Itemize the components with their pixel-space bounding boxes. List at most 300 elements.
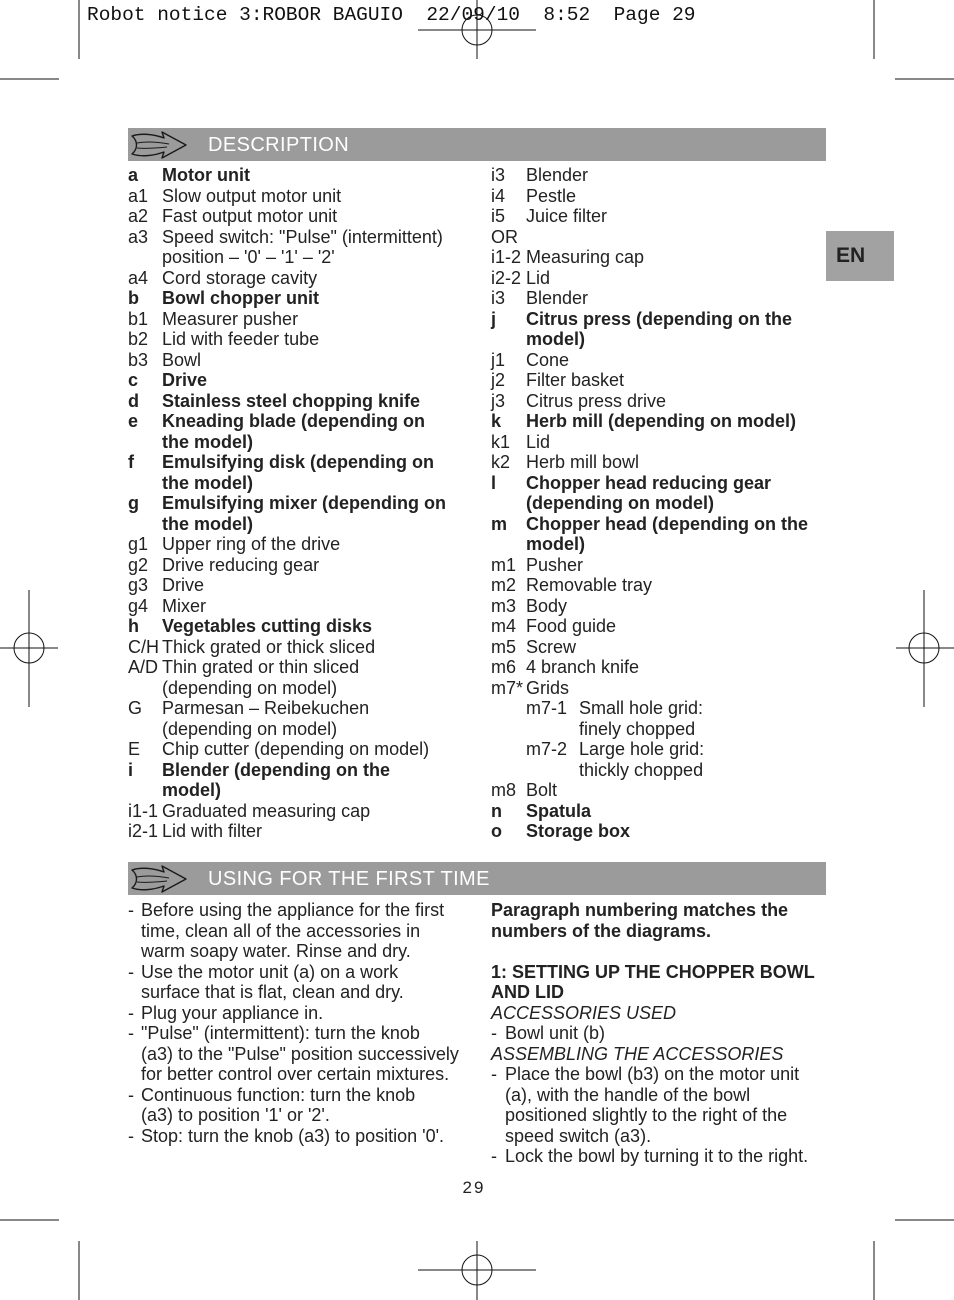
item-label-line: Vegetables cutting disks [162,616,373,636]
description-item-i2-1 [128,821,488,842]
item-label [526,555,826,576]
item-code: i2-1 [128,821,159,841]
item-label-line: 4 branch knife [526,657,640,677]
description-item-f [128,452,488,493]
subitem-label [579,739,826,780]
item-label-line: Lid with feeder tube [162,329,320,349]
item-code: g3 [128,575,149,595]
item-code: f [128,452,134,472]
description-item-i4 [491,186,826,207]
description-item-a3 [128,227,488,268]
instruction-subheading [491,1003,826,1024]
item-label [162,616,488,637]
item-code: d [128,390,139,411]
description-item-k [491,411,826,432]
subitem-label-line: finely chopped [579,718,696,739]
item-label-line: Juice filter [526,206,608,226]
item-code: m1 [491,554,517,575]
description-item-h [128,616,488,637]
instruction-step [491,1023,826,1044]
item-code: k [491,411,502,431]
instruction-step [128,1126,478,1147]
description-item-m1 [491,555,826,576]
item-code: g [128,493,139,513]
item-label [526,637,826,658]
item-label-line: Slow output motor unit [162,185,342,206]
item-label-line: model) [526,329,586,349]
item-label-line: Drive [162,370,208,390]
item-label-line: Food guide [526,616,617,636]
instruction-text [141,1023,478,1085]
item-label [162,186,488,207]
item-label [162,411,488,452]
item-label [526,350,826,371]
item-label-line: Filter basket [526,370,625,390]
instruction-line: for better control over certain mixtures. [141,1064,450,1084]
item-label [526,801,826,822]
description-item-m5 [491,637,826,658]
description-item-k2 [491,452,826,473]
item-label-line: model) [162,780,222,800]
item-label [162,391,488,412]
description-item-k1 [491,432,826,453]
description-item-j3 [491,391,826,412]
item-label-line: the model) [162,472,254,493]
item-label [162,452,488,493]
description-item-l [491,473,826,514]
item-code: b3 [128,349,149,370]
item-code: e [128,411,139,431]
instruction-text [141,962,478,1003]
instruction-line: Before using the appliance for the first [141,900,445,920]
item-code: j [491,308,497,329]
description-item-m4 [491,616,826,637]
item-label-line: Thick grated or thick sliced [162,636,376,657]
description-item-m [491,514,826,555]
description-item-a4 [128,268,488,289]
item-label-line: Fast output motor unit [162,206,338,226]
item-label-line: Storage box [526,821,631,841]
item-label [526,780,826,801]
item-label-line: Screw [526,636,577,657]
instruction-line: Paragraph numbering matches the [491,900,789,920]
item-label [162,739,488,760]
item-label [526,452,826,473]
description-item-g2 [128,555,488,576]
item-code: i [128,759,134,780]
description-item-b2 [128,329,488,350]
item-label-line: Chopper head reducing gear [526,472,772,493]
item-label [526,514,826,555]
item-label [162,493,488,534]
item-label [162,288,488,309]
item-label-line: Blender [526,165,589,185]
item-label [162,329,488,350]
item-label [526,432,826,453]
item-code: m5 [491,636,517,657]
item-label-line: model) [526,534,586,554]
instruction-text [141,1003,478,1024]
instruction-line: numbers of the diagrams. [491,920,712,941]
description-item-g1 [128,534,488,555]
instruction-text [141,1085,478,1126]
item-label-line: (depending on model) [162,718,338,739]
description-item-i3 [491,165,826,186]
first-use-instructions-left [128,900,478,1146]
instruction-note [491,900,826,941]
instruction-line: Place the bowl (b3) on the motor unit [505,1064,800,1084]
item-label-line: the model) [162,513,254,534]
subitem-label-line: Large hole grid: [579,739,705,759]
item-label [526,473,826,514]
item-code: g4 [128,595,149,616]
subitem-label [579,698,826,739]
item-label [526,678,826,781]
item-code: i1-1 [128,800,159,821]
bullet-dash: - [128,1002,134,1023]
arrow-icon [131,864,187,894]
item-code: b2 [128,329,149,349]
subitem-code: m7-2 [526,739,568,759]
registration-mark-left-circle [14,633,44,663]
item-label-line: Parmesan – Reibekuchen [162,698,370,718]
item-label [526,821,826,842]
item-label-line: Body [526,595,568,616]
instruction-line: surface that is flat, clean and dry. [141,982,404,1002]
item-code: k2 [491,452,511,472]
instruction-subheading [491,1044,826,1065]
item-label-line: Blender (depending on the [162,759,390,780]
item-label-line: Cord storage cavity [162,267,318,288]
print-slug: Robot notice 3:ROBOR BAGUIO 22/09/10 8:52 Page 29 [87,4,696,26]
item-label-line: Bowl chopper unit [162,288,319,308]
item-label-line: (depending on model) [162,677,338,698]
item-label-line: Lid [526,431,551,452]
item-label-line: Graduated measuring cap [162,800,371,821]
item-code: l [491,472,497,493]
item-code: a1 [128,185,149,206]
item-label-line: Chopper head (depending on the [526,513,808,534]
item-code: b [128,288,139,308]
item-label [526,370,826,391]
item-label-line: Thin grated or thin sliced [162,657,360,677]
item-label-line: Grids [526,677,570,698]
description-item-i1-2 [491,247,826,268]
section-title: USING FOR THE FIRST TIME [208,868,490,890]
item-code: G [128,698,143,718]
item-label-line: Kneading blade (depending on [162,411,425,431]
item-label [526,206,826,227]
item-label [162,534,488,555]
instruction-step [128,962,478,1003]
item-code: E [128,739,141,759]
instruction-line: positioned slightly to the right of the [505,1105,788,1125]
instruction-text [491,962,826,1003]
item-label-line: Citrus press drive [526,390,667,411]
item-label [162,555,488,576]
description-item-j1 [491,350,826,371]
item-code: A/D [128,657,159,677]
description-item-m3 [491,596,826,617]
item-label [162,309,488,330]
instruction-line: (a3) to position '1' or '2'. [141,1105,330,1125]
item-label [162,637,488,658]
item-label [162,350,488,371]
first-use-instructions-right [491,900,826,1167]
item-label-line: (depending on model) [526,493,714,513]
item-label-line: Spatula [526,800,592,821]
item-code: a2 [128,206,149,226]
item-code: i4 [491,185,506,206]
description-item-i [128,760,488,801]
item-label-line: Motor unit [162,165,250,185]
item-label [162,596,488,617]
item-label-line: Emulsifying disk (depending on [162,452,435,472]
description-item-g [128,493,488,534]
instruction-step [128,1085,478,1126]
instruction-text [505,1146,826,1167]
item-code: j3 [491,390,506,411]
instruction-text [491,900,826,941]
language-tab-label: EN [836,244,866,267]
section-header-first-use [128,862,826,895]
item-label [526,596,826,617]
item-label [526,657,826,678]
item-label [526,288,826,309]
instruction-text [505,1064,826,1146]
instruction-line: 1: SETTING UP THE CHOPPER BOWL [491,961,815,982]
instruction-line: "Pulse" (intermittent): turn the knob [141,1023,420,1043]
item-code: g1 [128,534,149,554]
item-code: m4 [491,616,517,636]
description-item-a1 [128,186,488,207]
language-tab [826,231,894,281]
description-item-m6 [491,657,826,678]
instruction-line: warm soapy water. Rinse and dry. [141,941,411,961]
description-item-o [491,821,826,842]
item-label-line: position – '0' – '1' – '2' [162,247,335,267]
subitem-label-line: Small hole grid: [579,698,704,718]
item-label-line: Herb mill bowl [526,452,640,472]
item-label [162,575,488,596]
item-code: g2 [128,554,149,575]
bullet-dash: - [491,1146,497,1166]
item-label [526,186,826,207]
item-code: j1 [491,349,506,370]
description-item-e [128,739,488,760]
item-label [162,760,488,801]
instruction-heading [491,962,826,1003]
item-code: m [491,513,508,534]
item-label [526,391,826,412]
item-code: a [128,165,139,185]
bullet-dash: - [128,1023,134,1043]
description-item-i2-2 [491,268,826,289]
item-label-line: Pusher [526,554,584,575]
item-label-line: Lid [526,267,551,288]
item-label-line: Emulsifying mixer (depending on [162,493,447,513]
item-label [162,268,488,289]
item-code: i3 [491,165,506,185]
item-label [526,411,826,432]
instruction-line: ACCESSORIES USED [491,1002,677,1023]
item-code: C/H [128,636,159,657]
item-code: o [491,821,502,841]
item-label-line: the model) [162,431,254,452]
item-code: i1-2 [491,247,522,267]
item-label [526,575,826,596]
item-code: b1 [128,308,149,329]
description-item-or [491,227,826,248]
bullet-dash: - [491,1023,497,1043]
description-item-e [128,411,488,452]
subitem-code: m7-1 [526,698,568,718]
item-code: c [128,370,139,390]
instruction-line: speed switch (a3). [505,1125,652,1146]
instruction-step [128,1023,478,1085]
item-label-line: Drive reducing gear [162,554,320,575]
description-item-c-h [128,637,488,658]
item-code: k1 [491,431,511,452]
item-label-line: Chip cutter (depending on model) [162,739,430,759]
item-code: a4 [128,267,149,288]
instruction-line: ASSEMBLING THE ACCESSORIES [491,1043,784,1064]
instruction-step [491,1064,826,1146]
instruction-line: AND LID [491,982,564,1002]
instruction-text [141,900,478,962]
description-item-g3 [128,575,488,596]
item-label [162,165,488,186]
item-code: m6 [491,657,517,677]
item-code: m8 [491,780,517,800]
description-item-n [491,801,826,822]
item-code: OR [491,226,518,247]
item-label [162,657,488,698]
bullet-dash: - [128,1125,134,1146]
instruction-line: Stop: turn the knob (a3) to position '0'. [141,1125,445,1146]
item-label-line: Speed switch: "Pulse" (intermittent) [162,226,443,247]
item-label-line: Upper ring of the drive [162,534,341,554]
item-code: m2 [491,575,517,595]
description-item-a-d [128,657,488,698]
item-code: j2 [491,370,506,390]
bullet-dash: - [128,961,134,982]
instruction-line: time, clean all of the accessories in [141,920,421,941]
bullet-dash: - [128,900,134,920]
item-label-line: Blender [526,288,589,308]
description-item-d [128,391,488,412]
item-label-line: Removable tray [526,575,653,595]
item-label [526,309,826,350]
instruction-line: (a3) to the "Pulse" position successively [141,1043,459,1064]
description-item-g [128,698,488,739]
instruction-text [141,1126,478,1147]
section-header-description [128,128,826,161]
item-label-line: Cone [526,349,570,370]
item-label-line: Lid with filter [162,821,263,841]
arrow-icon [131,130,187,160]
registration-mark-bottom-circle [462,1255,492,1285]
item-label [162,801,488,822]
item-label-line: Herb mill (depending on model) [526,411,796,431]
item-label-line: Bolt [526,780,558,800]
registration-mark-right-circle [909,633,939,663]
item-code: i3 [491,288,506,308]
description-item-i3 [491,288,826,309]
item-label [526,227,826,248]
item-code: n [491,800,502,821]
section-title: DESCRIPTION [208,134,350,156]
instruction-step [128,900,478,962]
description-item-a [128,165,488,186]
item-code: a3 [128,226,149,247]
description-list-left [128,165,488,842]
instruction-text [491,1044,826,1065]
item-label [526,165,826,186]
item-label [162,227,488,268]
item-code: i5 [491,206,506,226]
description-item-c [128,370,488,391]
description-subitem-m7-2 [526,739,826,780]
instruction-line: Use the motor unit (a) on a work [141,961,399,982]
description-item-i5 [491,206,826,227]
item-label-line: Measurer pusher [162,308,299,329]
description-item-j [491,309,826,350]
item-code: m3 [491,595,517,616]
item-label [162,370,488,391]
item-code: h [128,616,139,636]
description-item-m8 [491,780,826,801]
description-list-right [491,165,826,842]
item-label [526,616,826,637]
instruction-text [491,1003,826,1024]
description-item-j2 [491,370,826,391]
instruction-step [491,1146,826,1167]
description-subitem-m7-1 [526,698,826,739]
item-label-line: Measuring cap [526,247,645,267]
description-item-b [128,288,488,309]
page-number: 29 [462,1178,486,1197]
item-label [162,821,488,842]
description-item-b3 [128,350,488,371]
description-item-g4 [128,596,488,617]
item-code: i2-2 [491,267,522,288]
item-label-line: Pestle [526,185,577,206]
description-item-m2 [491,575,826,596]
item-label [162,698,488,739]
subitem-label-line: thickly chopped [579,759,704,780]
item-label-line: Mixer [162,595,206,616]
instruction-line: Lock the bowl by turning it to the right. [505,1146,809,1166]
description-item-m7 [491,678,826,781]
bullet-dash: - [128,1084,134,1105]
item-label-line: Citrus press (depending on the [526,308,793,329]
instruction-line: Continuous function: turn the knob [141,1084,416,1105]
description-item-b1 [128,309,488,330]
item-label [162,206,488,227]
item-label [526,268,826,289]
item-label-line: Bowl [162,349,202,370]
description-item-a2 [128,206,488,227]
instruction-line: Bowl unit (b) [505,1023,606,1043]
bullet-dash: - [491,1064,497,1084]
description-item-i1-1 [128,801,488,822]
instruction-line: (a), with the handle of the bowl [505,1084,751,1105]
item-label-line: Stainless steel chopping knife [162,390,421,411]
instruction-text [505,1023,826,1044]
item-label-line: Drive [162,575,205,595]
instruction-step [128,1003,478,1024]
